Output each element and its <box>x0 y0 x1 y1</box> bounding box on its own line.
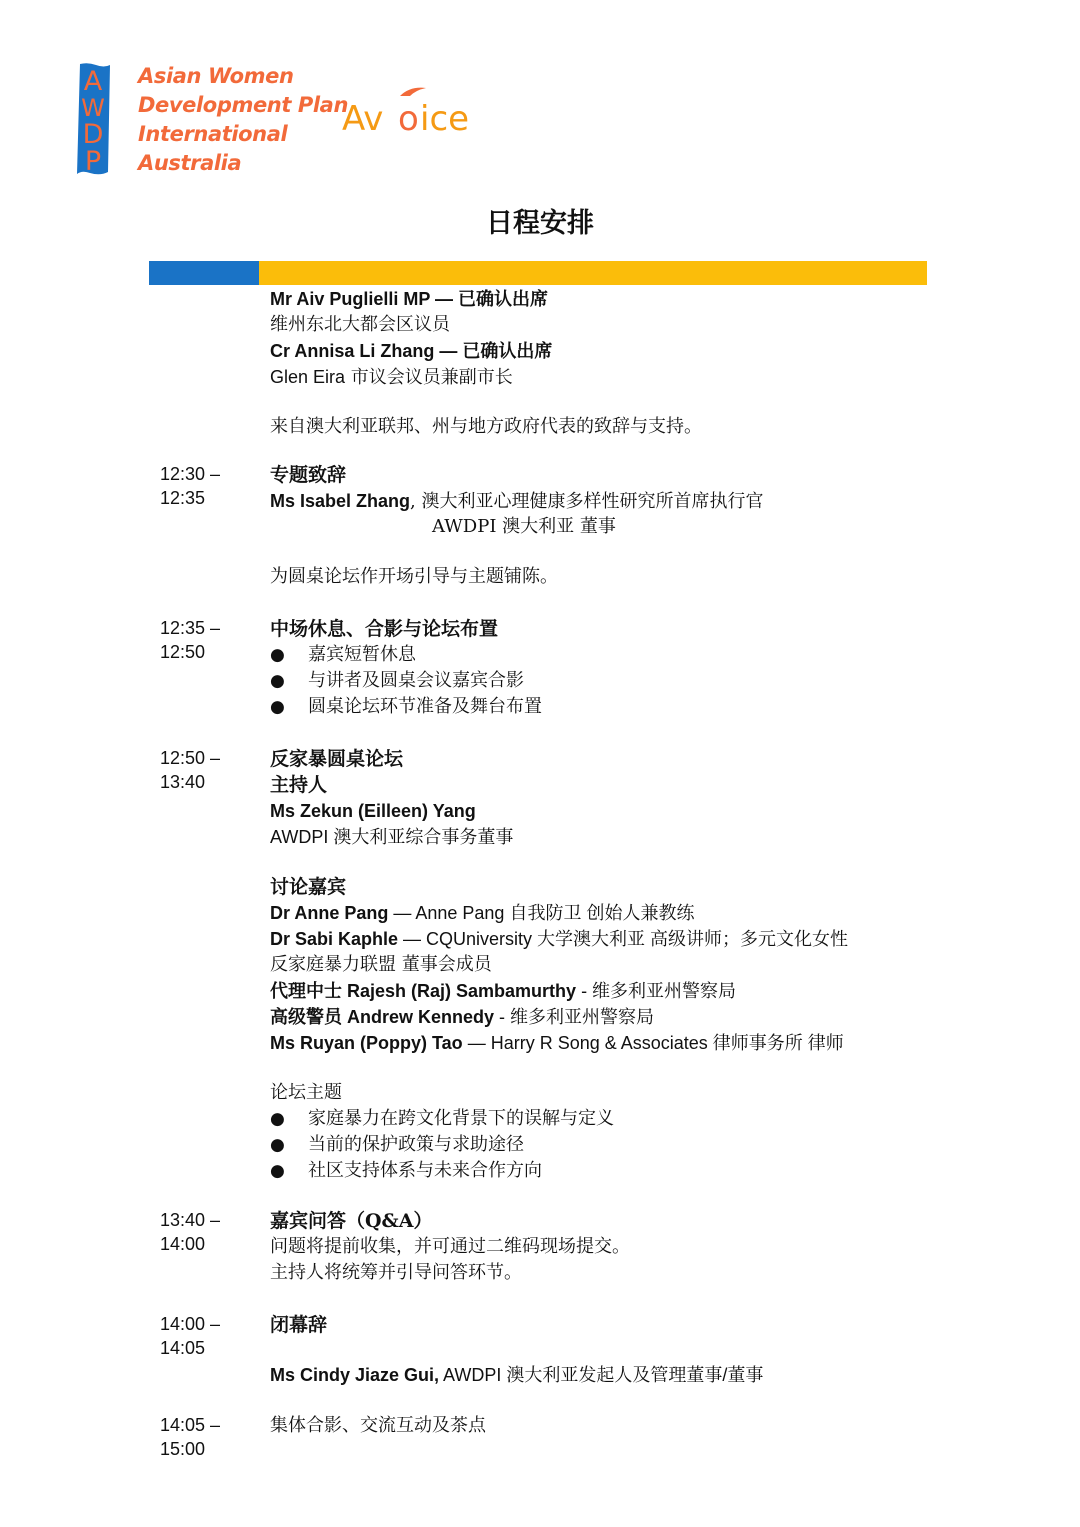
session-3 <box>270 746 970 1184</box>
session-4-time: 13:40 – 14:00 <box>160 1210 221 1254</box>
session-6-title: 集体合影、交流互动及茶点 <box>270 1415 486 1436</box>
session-4-line-2: 主持人将统筹并引导问答环节。 <box>270 1262 522 1283</box>
session-3-host-role: AWDPI 澳大利亚综合事务董事 <box>270 827 514 847</box>
list-item <box>270 668 970 694</box>
svg-text:o: o <box>398 99 419 139</box>
session-1-time: 12:30 – 12:35 <box>160 464 221 508</box>
panelist-3-role: - 维多利亚州警察局 <box>576 981 737 1001</box>
bullet-icon: ● <box>270 645 285 665</box>
list-item <box>270 642 970 668</box>
session-4-title: 嘉宾问答（Q&A） <box>270 1210 433 1232</box>
session-3-host-name: Ms Zekun (Eilleen) Yang <box>270 801 476 821</box>
session-1-description: 为圆桌论坛作开场引导与主题铺陈。 <box>270 566 558 587</box>
session-2-bullet-2: 与讲者及圆桌会议嘉宾合影 <box>308 670 524 691</box>
intro-block <box>270 286 970 440</box>
svg-text:A: A <box>83 66 103 97</box>
panelist-4-name: 高级警员 Andrew Kennedy <box>270 1007 495 1027</box>
session-1 <box>270 462 970 590</box>
svg-text:ice: ice <box>420 99 470 139</box>
intro-description: 来自澳大利亚联邦、州与地方政府代表的致辞与支持。 <box>270 416 702 437</box>
session-1-speaker-role-2: AWDPI 澳大利亚 董事 <box>432 516 616 537</box>
intro-speaker-2-name: Cr Annisa Li Zhang <box>270 341 435 361</box>
intro-speaker-1-name: Mr Aiv Puglielli MP <box>270 289 431 309</box>
panelist-5-role: — Harry R Song & Associates 律师事务所 律师 <box>462 1033 844 1053</box>
list-item <box>270 694 970 720</box>
session-2 <box>270 616 970 720</box>
logo-line-2: Development Plan <box>138 93 348 117</box>
topic-2: 当前的保护政策与求助途径 <box>308 1134 524 1155</box>
session-2-time: 12:35 – 12:50 <box>160 618 221 662</box>
intro-speaker-2-role-en: Glen Eira <box>270 367 346 387</box>
session-5-speaker-role: AWDPI 澳大利亚发起人及管理董事/董事 <box>439 1365 764 1385</box>
topic-3: 社区支持体系与未来合作方向 <box>308 1160 542 1181</box>
panelist-2-name: Dr Sabi Kaphle <box>270 929 399 949</box>
panelist-1-role: — Anne Pang 自我防卫 创始人兼教练 <box>388 903 695 923</box>
svg-text:Av: Av <box>342 99 384 139</box>
session-3-time: 12:50 – 13:40 <box>160 748 221 792</box>
logo-line-3: International <box>138 122 288 146</box>
session-6-time: 14:05 – 15:00 <box>160 1415 221 1459</box>
session-6 <box>270 1413 970 1439</box>
bullet-icon: ● <box>270 1135 285 1155</box>
session-5 <box>270 1312 970 1388</box>
session-3-topics-label: 论坛主题 <box>270 1082 342 1103</box>
svg-text:W: W <box>81 94 105 122</box>
list-item <box>270 1158 970 1184</box>
logo-line-4: Australia <box>138 151 242 175</box>
svg-text:P: P <box>84 146 102 177</box>
session-2-title: 中场休息、合影与论坛布置 <box>270 618 499 640</box>
intro-speaker-2-role-cn: 市议会议员兼副市长 <box>345 367 513 388</box>
intro-speaker-2-status: — 已确认出席 <box>434 341 553 361</box>
intro-speaker-1-status: — 已确认出席 <box>430 289 549 309</box>
session-1-title: 专题致辞 <box>270 464 347 486</box>
intro-speaker-1-role: 维州东北大都会区议员 <box>270 314 450 335</box>
session-1-speaker-role: , 澳大利亚心理健康多样性研究所首席执行官 <box>410 491 764 512</box>
bullet-icon: ● <box>270 697 285 717</box>
session-1-speaker: Ms Isabel Zhang <box>270 491 411 511</box>
topic-1: 家庭暴力在跨文化背景下的误解与定义 <box>308 1108 614 1129</box>
session-4-line-1: 问题将提前收集，并可通过二维码现场提交。 <box>270 1236 630 1257</box>
session-5-title: 闭幕辞 <box>270 1314 328 1336</box>
panelist-3-name: 代理中士 Rajesh (Raj) Sambamurthy <box>270 981 577 1001</box>
bullet-icon: ● <box>270 671 285 691</box>
list-item <box>270 1132 970 1158</box>
session-3-title: 反家暴圆桌论坛 <box>270 748 404 770</box>
session-5-time: 14:00 – 14:05 <box>160 1314 221 1358</box>
panelist-1-name: Dr Anne Pang <box>270 903 389 923</box>
list-item <box>270 1106 970 1132</box>
session-3-panel-label: 讨论嘉宾 <box>270 876 347 898</box>
panelist-4-role: - 维多利亚州警察局 <box>494 1007 655 1027</box>
session-5-speaker: Ms Cindy Jiaze Gui, <box>270 1365 440 1385</box>
session-3-host-label: 主持人 <box>270 774 328 796</box>
page-title: 日程安排 <box>486 208 594 239</box>
bullet-icon: ● <box>270 1161 285 1181</box>
svg-text:D: D <box>82 119 104 150</box>
session-2-bullet-3: 圆桌论坛环节准备及舞台布置 <box>308 696 542 717</box>
bullet-icon: ● <box>270 1109 285 1129</box>
panelist-5-name: Ms Ruyan (Poppy) Tao <box>270 1033 463 1053</box>
logo-line-1: Asian Women <box>138 64 294 88</box>
session-2-bullet-1: 嘉宾短暂休息 <box>308 644 416 665</box>
session-4 <box>270 1208 970 1286</box>
panelist-2-role: — CQUniversity 大学澳大利亚 高级讲师；多元文化女性 <box>398 929 849 949</box>
panelist-2-role-2: 反家庭暴力联盟 董事会成员 <box>270 954 492 975</box>
